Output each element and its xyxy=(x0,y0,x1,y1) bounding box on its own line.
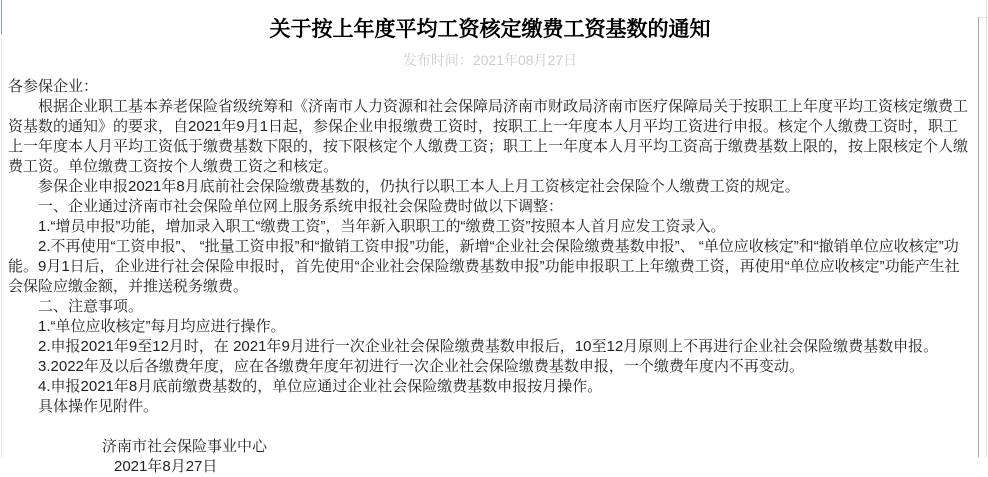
window-outer-edge xyxy=(986,0,987,457)
window-right-border xyxy=(978,17,979,457)
notice-paragraph: 根据企业职工基本养老保险省级统筹和《济南市人力资源和社会保障局济南市财政局济南市医疗保障局关于按职工上年度平均工资核定缴费工资基数的通知》的要求，自2021年9月1日起，参保企业申报缴费工资时，按职工上一年度本人月平均工资进行申报。核定个人缴费工资时，职工上一年度本人月平均工资低于缴费基数下限的，按下限核定个人缴费工资；职工上一年度本人月平均工资高于缴费基数上限的，按上限核定个人缴费工资。单位缴费工资按个人缴费工资之和核定。 xyxy=(8,98,969,175)
notice-paragraph: 1.“增员申报”功能，增加录入职工“缴费工资”，当年新入职职工的“缴费工资”按照本人首月应发工资录入。 xyxy=(38,218,726,235)
notice-paragraph: 一、企业通过济南市社会保险单位网上服务系统申报社会保险费时做以下调整： xyxy=(38,198,564,215)
signature-block xyxy=(8,437,972,477)
notice-paragraph: 3.2022年及以后各缴费年度，应在各缴费年度年初进行一次企业社会保险缴费基数申报，一个缴费年度内不再变动。 xyxy=(38,358,804,375)
signature-date: 2021年8月27日 xyxy=(114,458,218,475)
notice-paragraph: 2.申报2021年9至12月时，在 2021年9月进行一次企业社会保险缴费基数申报后，10至12月原则上不再进行企业社会保险缴费基数申报。 xyxy=(38,338,939,355)
page-title: 关于按上年度平均工资核定缴费工资基数的通知 xyxy=(269,18,711,41)
salutation: 各参保企业： xyxy=(8,78,99,95)
notice-paragraph: 二、注意事项。 xyxy=(38,298,144,315)
publish-date: 发布时间：2021年08月27日 xyxy=(402,52,578,68)
signature-org: 济南市社会保险事业中心 xyxy=(102,438,268,455)
notice-body xyxy=(2,77,978,477)
notice-paragraph: 2.不再使用“工资申报”、 “批量工资申报”和“撤销工资申报”功能，新增“企业社会保险缴费基数申报”、 “单位应收核定”和“撤销单位应收核定”功能。9月1日后，企业进行社会保险申报时，首先使用“企业社会保险缴费基数申报”功能申报职工上年缴费工资，再使用“单位应收核定”功能产生社会保险应缴金额，并推送税务缴费。 xyxy=(8,238,960,295)
notice-paragraph: 具体操作见附件。 xyxy=(38,398,159,415)
notice-document xyxy=(2,0,978,475)
notice-paragraph: 参保企业申报2021年8月底前社会保险缴费基数的，仍执行以职工本人上月工资核定社会保险个人缴费工资的规定。 xyxy=(38,178,800,195)
notice-paragraph: 4.申报2021年8月底前缴费基数的，单位应通过企业社会保险缴费基数申报按月操作。 xyxy=(38,378,603,395)
notice-paragraph: 1.“单位应收核定”每月均应进行操作。 xyxy=(38,318,286,335)
